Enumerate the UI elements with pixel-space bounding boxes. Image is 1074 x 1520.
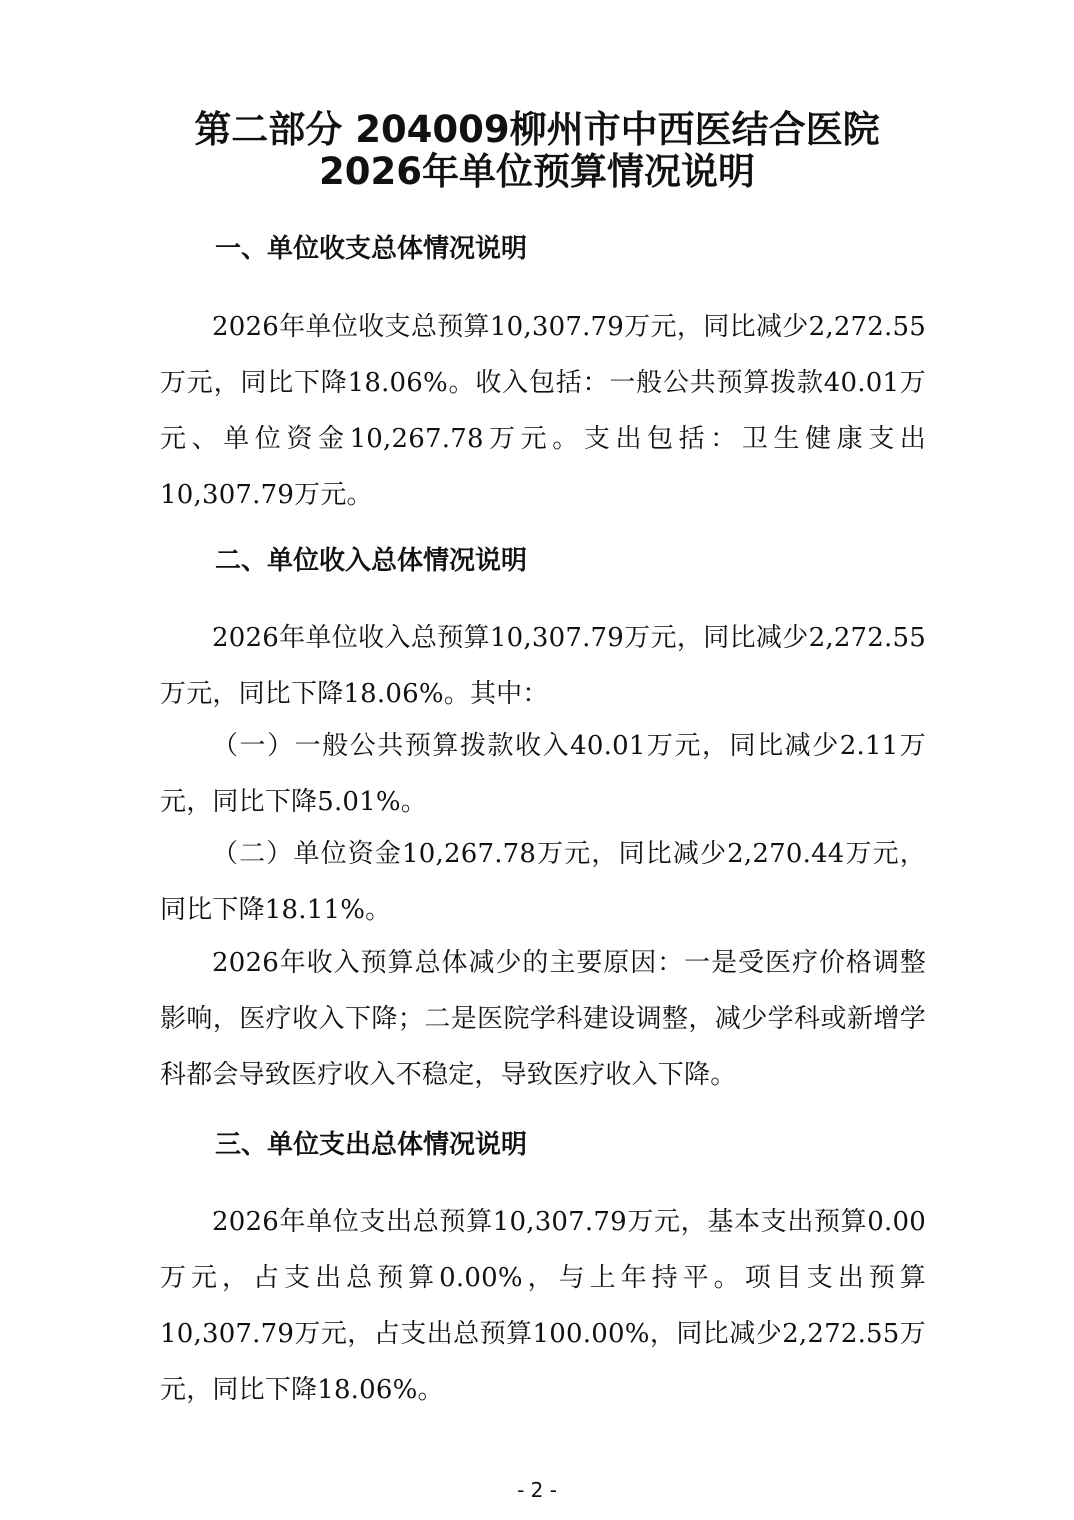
section-2-paragraph-4: 2026年收入预算总体减少的主要原因：一是受医疗价格调整影响，医疗收入下降；二是医院学科建设调整，减少学科或新增学科都会导致医疗收入不稳定，导致医疗收入下降。 bbox=[160, 948, 926, 1090]
section-1-paragraph-1: 2026年单位收支总预算10,307.79万元，同比减少2,272.55万元，同比下降18.06%。收入包括：一般公共预算拨款40.01万元、单位资金10,267.78万元。支出包括：卫生健康支出10,307.79万元。 bbox=[160, 312, 926, 510]
section-3-paragraph-1: 2026年单位支出总预算10,307.79万元，基本支出预算0.00万元，占支出总预算0.00%，与上年持平。项目支出预算10,307.79万元，占支出总预算100.00%，同比减少2,272.55万元，同比下降18.06%。 bbox=[160, 1207, 926, 1405]
document-title-line-1: 第二部分 204009柳州市中西医结合医院 bbox=[194, 108, 880, 151]
section-2-paragraph-1: 2026年单位收入总预算10,307.79万元，同比减少2,272.55万元，同比下降18.06%。其中： bbox=[160, 623, 926, 709]
document-title-line-2: 2026年单位预算情况说明 bbox=[319, 150, 755, 193]
page-number: - 2 - bbox=[517, 1478, 557, 1502]
section-1-heading: 一、单位收支总体情况说明 bbox=[215, 234, 528, 264]
section-2-paragraph-2: （一）一般公共预算拨款收入40.01万元，同比减少2.11万元，同比下降5.01%。 bbox=[160, 731, 926, 817]
section-2-paragraph-3: （二）单位资金10,267.78万元，同比减少2,270.44万元，同比下降18.11%。 bbox=[160, 839, 926, 925]
section-2-heading: 二、单位收入总体情况说明 bbox=[215, 546, 528, 576]
section-3-heading: 三、单位支出总体情况说明 bbox=[215, 1130, 528, 1160]
